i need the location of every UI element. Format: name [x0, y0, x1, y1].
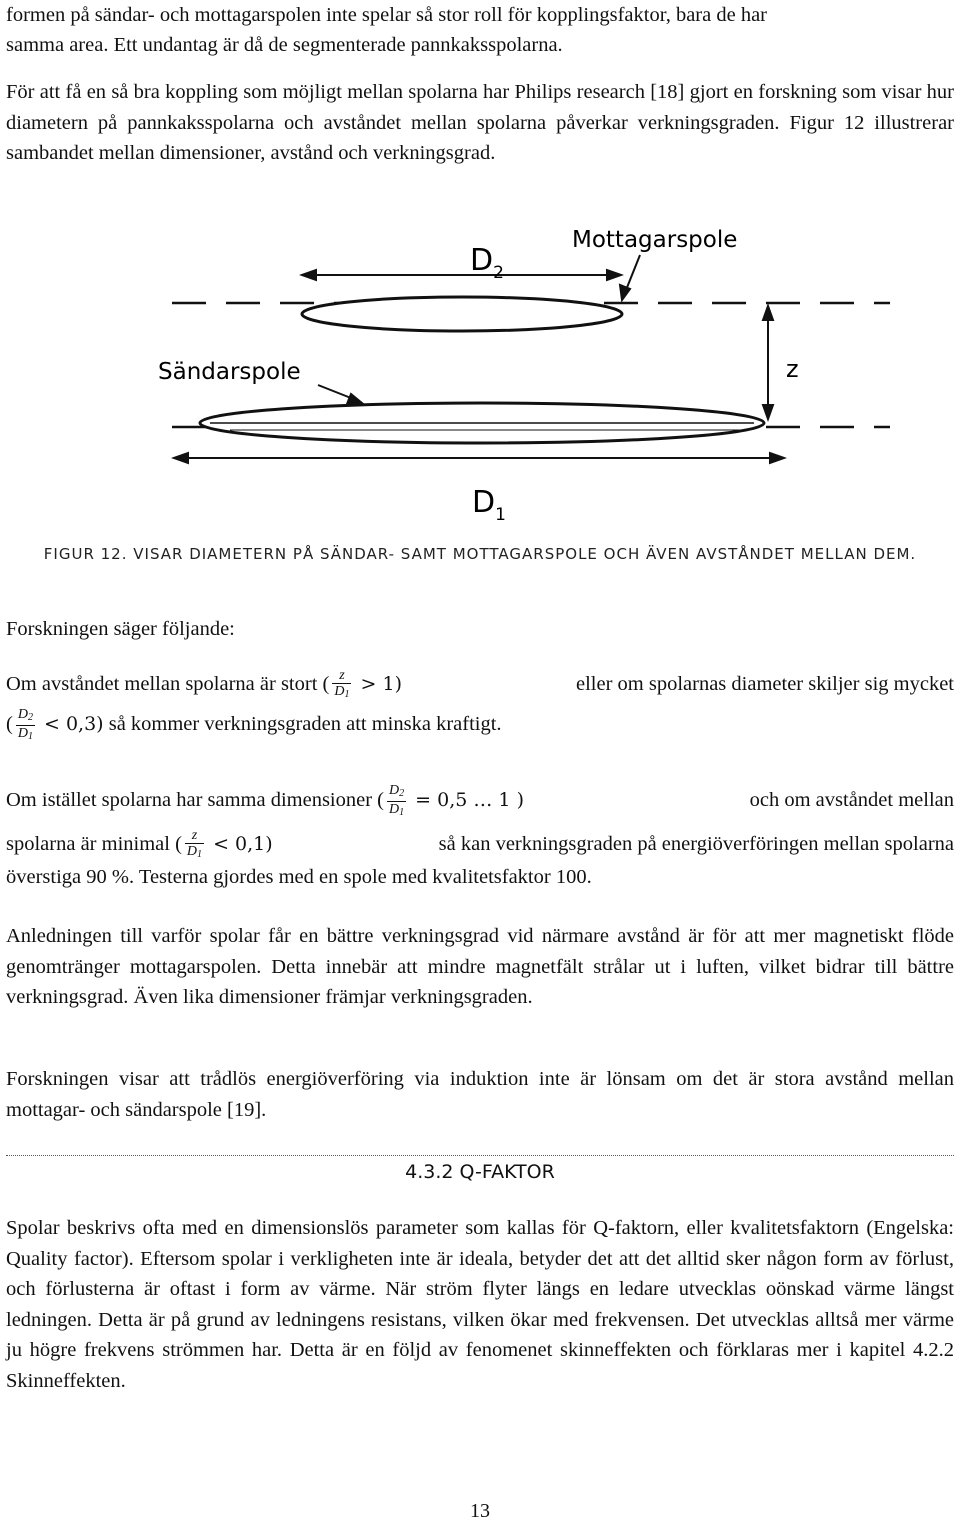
intro-line-1: formen på sändar- och mottagarspolen inte spelar så stor roll för kopplingsfaktor, bara de har — [6, 4, 768, 26]
figure-caption: FIGUR 12. VISAR DIAMETERN PÅ SÄNDAR- SAMT MOTTAGARSPOLE OCH ÄVEN AVSTÅNDET MELLAN DEM. — [43, 545, 917, 563]
d1-dimension-arrow — [174, 453, 784, 463]
ratio-d2-d1: $\frac{D_2}{D_1}$ — [17, 706, 33, 742]
paragraph-conclusion: Forskningen visar att trådlös energiöverföring via induktion inte är lönsam om det är stora avstånd mellan mottagar- och sändarspole [19]. — [6, 1068, 954, 1121]
ratio-d2-d1-equal: $\frac{D_2}{D_1}$ — [389, 782, 405, 818]
receiver-pointer-arrow — [620, 255, 640, 300]
d1-label: $D_1$ — [472, 485, 506, 525]
finding-1: Om avståndet mellan spolarna är stort ( $\frac{z}{D_1}$ > 1) eller om spolarnas diameter skiljer sig mycket ( $\frac{D_2}{D_1}$ < 0,3) så kommer verkningsgraden att minska kraftigt. — [6, 668, 954, 742]
d2-label: $D_2$ — [470, 243, 504, 283]
paragraph-research: För att få en så bra koppling som möjligt mellan spolarna har Philips research [18] gjort en forskning som visar hur diametern på pannkaksspolarna och avståndet mellan spolarna påverkar verkningsgraden. Figur 12 illustrerar sambandet mellan dimensioner, avstånd och verkningsgrad. — [6, 81, 954, 164]
section-heading: 4.3.2 Q-FAKTOR — [405, 1161, 555, 1183]
receiver-label: Mottagarspole — [572, 227, 738, 253]
ratio-z-d1-minimal: $\frac{z}{D_1}$ — [186, 828, 203, 861]
d2-dimension-arrow — [302, 270, 621, 280]
paragraph-q-factor: Spolar beskrivs ofta med en dimensionslös parameter som kallas för Q-faktorn, eller kvalitetsfaktorn (Engelska: Quality factor). Eftersom spolar i verkligheten inte är ideala, betyder det att det alltid sker någon form av förlust, och förlusterna är oftast i form av värme. När ström flyter längs en ledare utvecklas oönskad värme längst ledningen. Detta är på grund av ledningens resistans, vilken ökar med frekvensen. Det utvecklas alltså mer värme ju högre frekvens strömmen har. Detta är en följd av fenomenet skinneffekten och förklaras mer i kapitel 4.2.2 Skinneffekten. — [6, 1217, 954, 1392]
finding-2: Om istället spolarna har samma dimensioner ( $\frac{D_2}{D_1}$ = 0,5 … 1 ) och om avståndet mellan spolarna är minimal ( $\frac{z}{D_1}$ < 0,1) så kan verkningsgraden på energiöverföringen mellan spolarna överstiga 90 %. Testerna gjordes med en spole med kvalitetsfaktor 100. — [6, 782, 954, 888]
ratio-z-d1: $\frac{z}{D_1}$ — [334, 668, 350, 701]
coil-figure — [0, 0, 960, 540]
section-divider — [6, 1155, 954, 1156]
receiver-coil — [302, 297, 622, 331]
z-dimension-arrow — [763, 306, 773, 419]
transmitter-label: Sändarspole — [158, 359, 301, 385]
transmitter-pointer-arrow — [318, 385, 362, 404]
page-number: 13 — [470, 1500, 490, 1522]
findings-intro: Forskningen säger följande: — [6, 618, 235, 640]
paragraph-reason: Anledningen till varför spolar får en bättre verkningsgrad vid närmare avstånd är för att mer magnetiskt flöde genomtränger mottagarspolen. Detta innebär att mindre magnetfält strålar ut i luften, vilket bidrar till bättre verkningsgrad. Även lika dimensioner främjar verkningsgraden. — [6, 925, 954, 1008]
z-label: z — [786, 355, 799, 383]
intro-line-2: samma area. Ett undantag är då de segmenterade pannkaksspolarna. — [6, 34, 563, 56]
